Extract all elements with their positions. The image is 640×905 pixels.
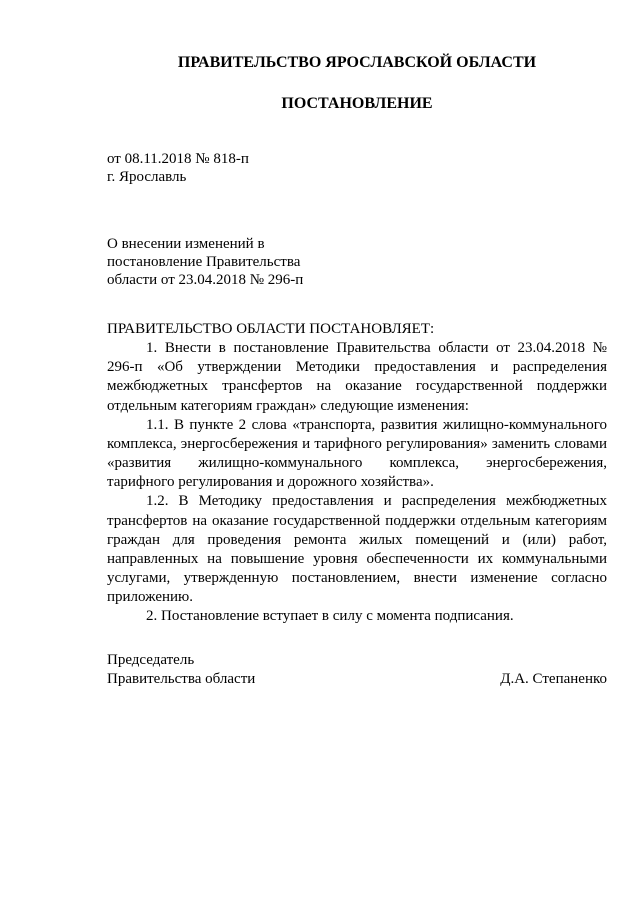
paragraph-1-1: 1.1. В пункте 2 слова «транспорта, развития жилищно-коммунального комплекса, энергосбережения и тарифного регулирования» заменить словами «развития жилищно-коммунального комплекса, энергосбережения, тарифного регулирования и дорожного хозяйства». [107,416,607,491]
signature-row [107,670,607,689]
paragraph-1: 1. Внести в постановление Правительства области от 23.04.2018 № 296-п «Об утверждении Методики предоставления и распределения межбюджетных трансфертов на оказание государственной поддержки отдельным категориям граждан» следующие изменения: [107,340,607,414]
document-type-title: ПОСТАНОВЛЕНИЕ [281,95,433,112]
paragraph-1-2: 1.2. В Методику предоставления и распределения межбюджетных трансфертов на оказание государственной поддержки отдельным категориям граждан для проведения ремонта жилых помещений и (или) работ, направленных на повышение уровня обеспеченности их коммунальными услугами, утвержденную постановлением, внести изменение согласно приложению. [107,493,607,606]
signatory-title-line-1: Председатель [107,652,195,668]
city: г. Ярославль [107,169,187,185]
signatory-name: Д.А. Степаненко [500,671,607,687]
signature-block [107,651,607,689]
subject-line-3: области от 23.04.2018 № 296-п [107,272,304,288]
document-body [107,320,607,627]
signatory-title-line-2: Правительства области [107,671,256,687]
date-number: от 08.11.2018 № 818-п [107,151,249,167]
paragraph-2: 2. Постановление вступает в силу с момента подписания. [146,608,514,625]
organization-title: ПРАВИТЕЛЬСТВО ЯРОСЛАВСКОЙ ОБЛАСТИ [177,54,537,71]
preamble: ПРАВИТЕЛЬСТВО ОБЛАСТИ ПОСТАНОВЛЯЕТ: [107,321,435,337]
subject-line-1: О внесении изменений в [107,236,265,252]
subject-line-2: постановление Правительства [107,254,301,270]
